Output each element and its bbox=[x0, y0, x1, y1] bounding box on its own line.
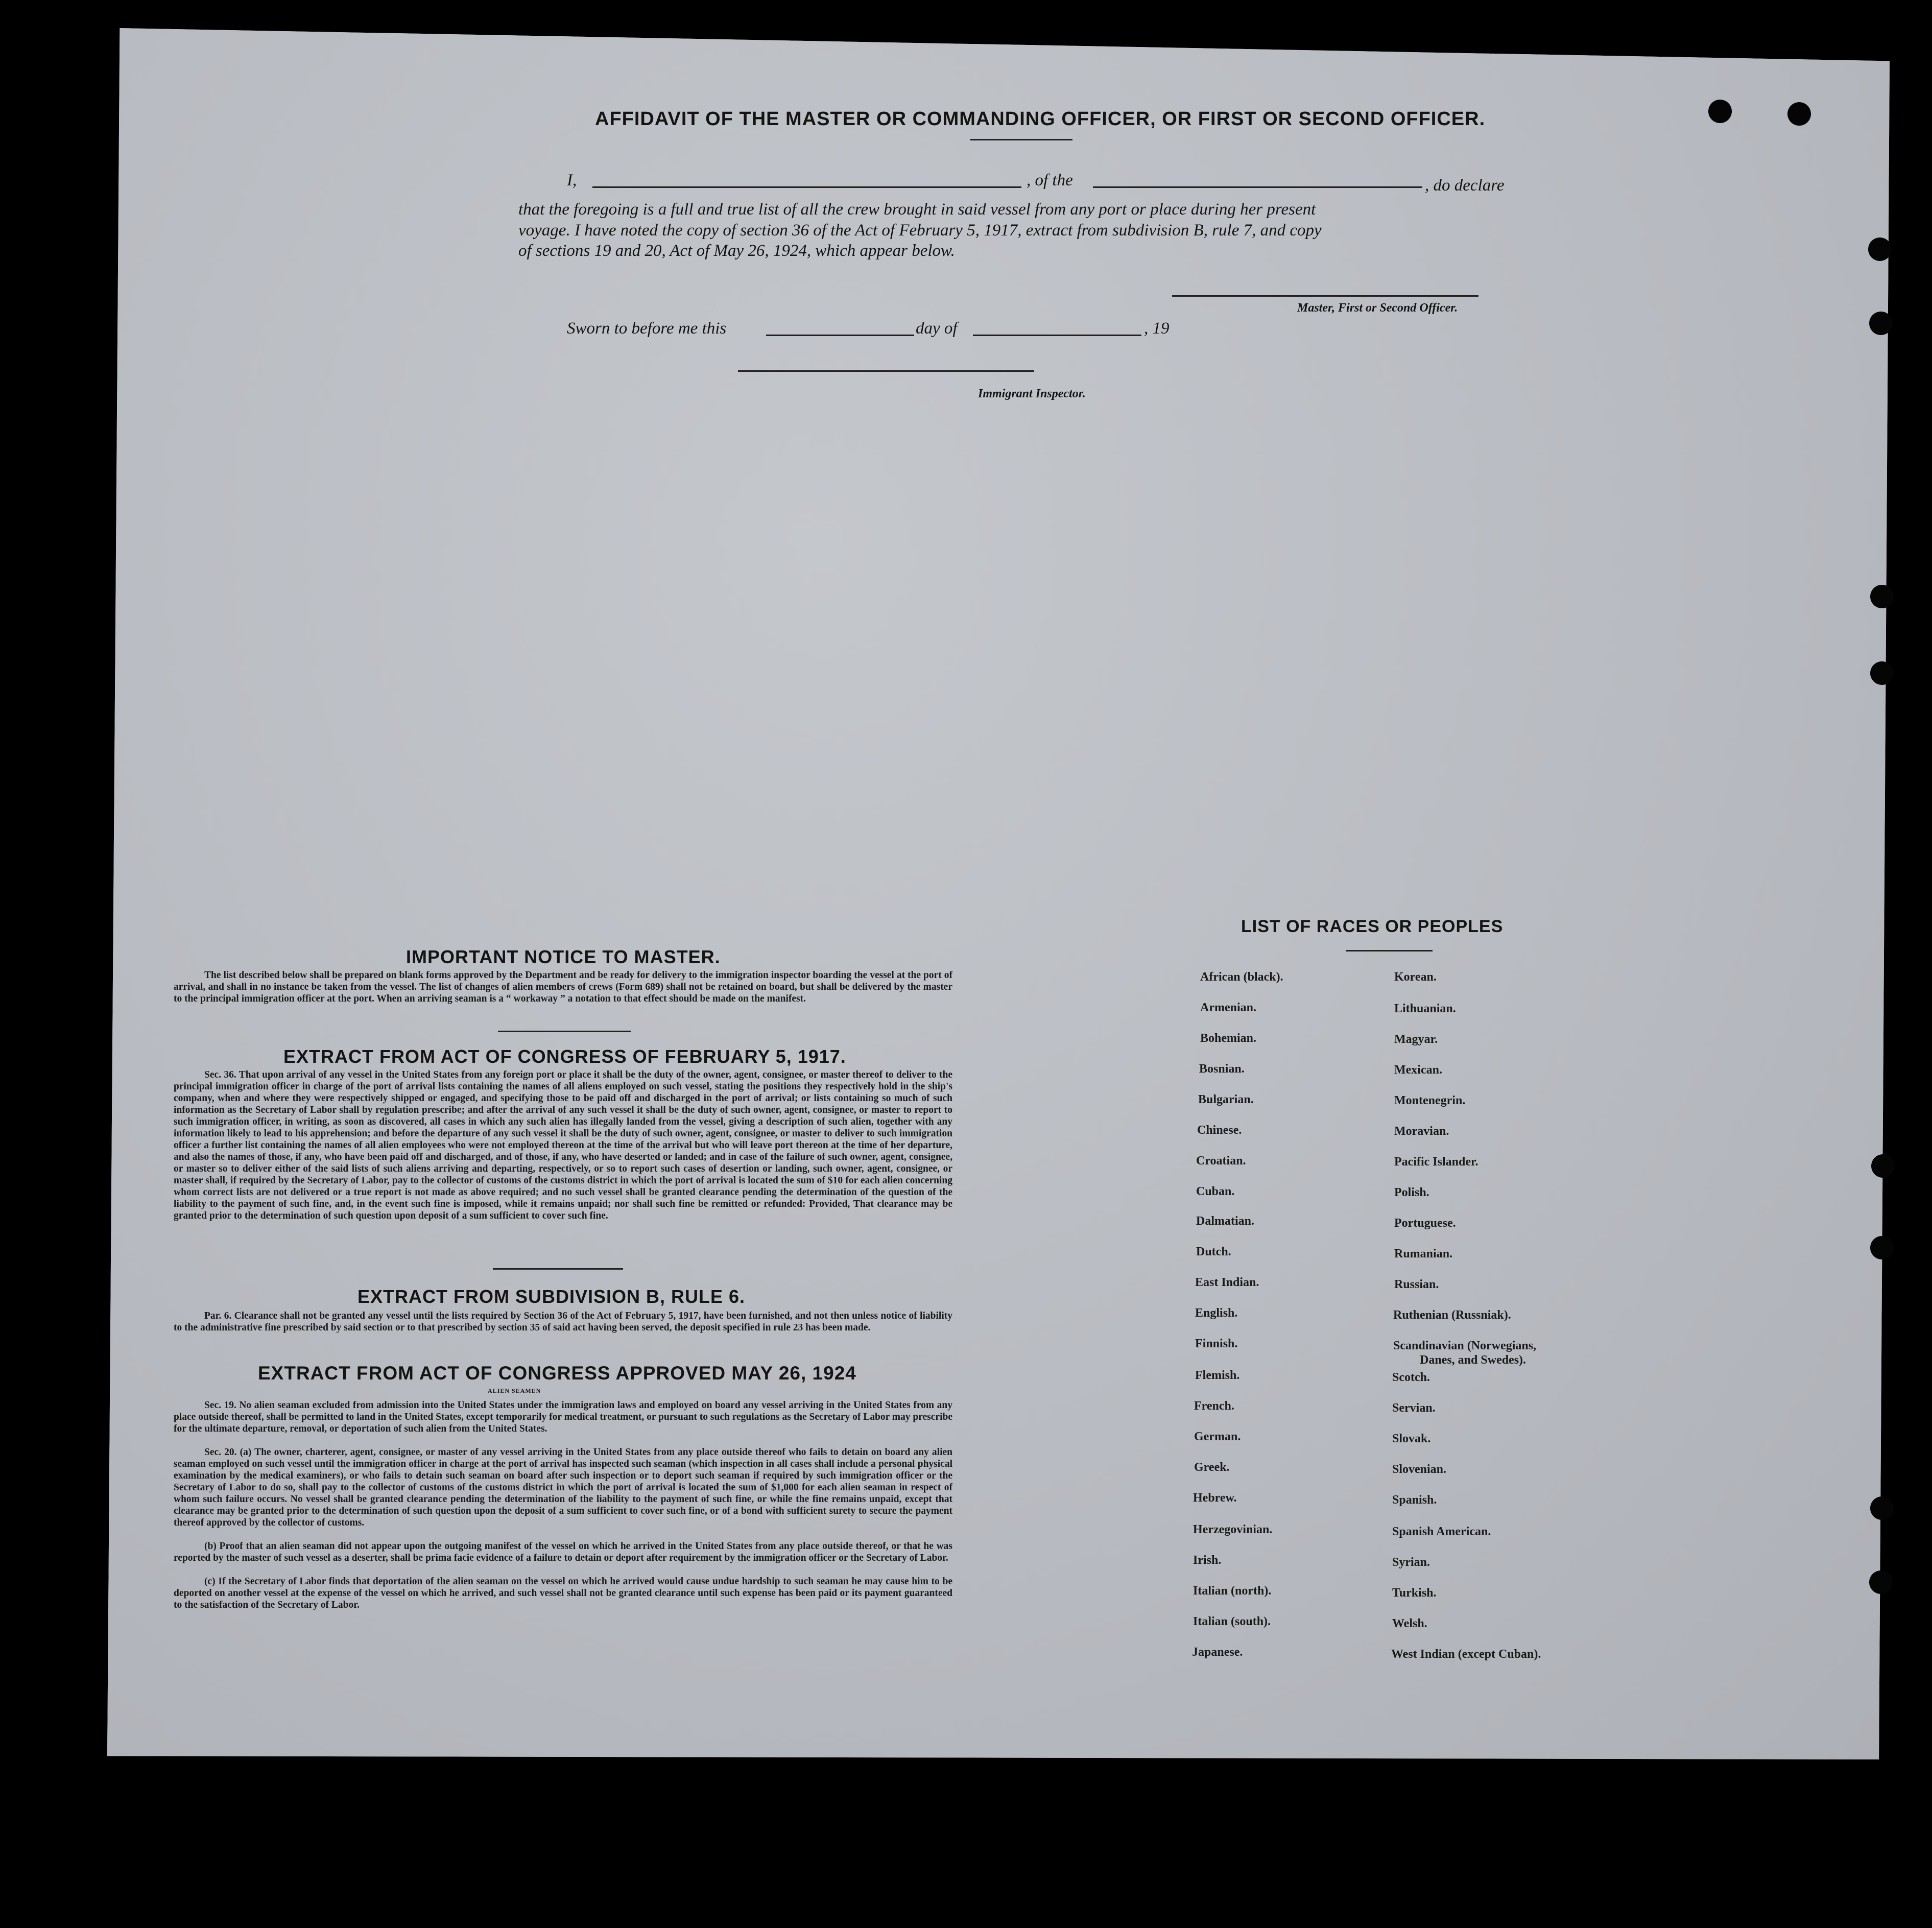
race-item: Hebrew. bbox=[1193, 1491, 1237, 1505]
race-item: East Indian. bbox=[1195, 1276, 1259, 1289]
race-item: Mexican. bbox=[1394, 1063, 1442, 1077]
race-item: Dutch. bbox=[1196, 1245, 1231, 1258]
race-item: Italian (north). bbox=[1193, 1584, 1272, 1598]
race-item: West Indian (except Cuban). bbox=[1391, 1648, 1541, 1661]
race-item: Finnish. bbox=[1195, 1337, 1238, 1350]
race-item: Spanish American. bbox=[1392, 1525, 1491, 1538]
of-the-label: , of the bbox=[1027, 171, 1073, 189]
extract-1917-text: Sec. 36. That upon arrival of any vessel in the United States from any foreign port or place it shall be the duty of the owner, agent, consignee, or master thereof to deliver to the principal immigration officer in charge of the port of arrival lists containing the names of all aliens employed on such vessel, stating the positions they respectively hold in the ship's company, when and where they were respectively shipped or engaged, and specifying those to be paid off and discharged in the port of arrival; or lists containing so much of such information as the Secretary of Labor shall by regulation prescribe; and after the arrival of any such vessel it shall be the duty of such owner, agent, consignee, or master to report to such immigration officer, in writing, as soon as discovered, all cases in which any such alien has illegally landed from the vessel, giving a description of such alien, together with any information likely to lead to his apprehension; and before the departure of any such vessel it shall be the duty of such owner, agent, consignee, or master to deliver to such immigration officer a further list containing the names of all alien employees who were not employed thereon at the time of the arrival but who will leave port thereon at the time of her departure, and also the names of those, if any, who have been paid off and discharged, and of those, if any, who have deserted or landed; and in case of the failure of such owner, agent, consignee, or master so to deliver either of the said lists of such aliens arriving and departing, respectively, or so to report such cases of desertion or landing, such owner, agent, consignee, or master shall, if required by the Secretary of Labor, pay to the collector of customs of the customs district in which the port of arrival is located the sum of $10 for each alien concerning whom correct lists are not delivered or a true report is not made as above required; and no such vessel shall be granted clearance pending the determination of the question of the liability to the payment of such fine, and, in the event such fine is imposed, while it remains unpaid; nor shall such fine be remitted or refunded: Provided, That clearance may be granted prior to the determination of such question upon deposit of a sum sufficient to cover such fine. bbox=[174, 1069, 952, 1221]
race-item: African (black). bbox=[1200, 970, 1283, 984]
race-item: Portuguese. bbox=[1394, 1217, 1456, 1230]
punch-hole bbox=[1870, 585, 1894, 608]
race-item: Greek. bbox=[1194, 1461, 1230, 1474]
race-item: Bosnian. bbox=[1199, 1062, 1245, 1076]
divider bbox=[498, 1031, 631, 1032]
race-item: Spanish. bbox=[1392, 1493, 1437, 1507]
race-item: Servian. bbox=[1392, 1401, 1436, 1415]
subdivision-b-title: EXTRACT FROM SUBDIVISION B, RULE 6. bbox=[357, 1286, 746, 1307]
name-blank[interactable] bbox=[592, 186, 1021, 188]
affidavit-body-3: of sections 19 and 20, Act of May 26, 1924, which appear below. bbox=[518, 242, 955, 260]
race-item: Ruthenian (Russniak). bbox=[1393, 1308, 1511, 1322]
race-item: Japanese. bbox=[1192, 1646, 1243, 1659]
punch-hole bbox=[1869, 312, 1893, 335]
race-item: Irish. bbox=[1193, 1554, 1222, 1567]
race-item: Korean. bbox=[1394, 970, 1437, 984]
races-title-underline bbox=[1346, 950, 1433, 951]
day-of-label: day of bbox=[916, 319, 958, 338]
declarant-line bbox=[567, 171, 577, 190]
race-item: Scotch. bbox=[1392, 1371, 1430, 1384]
punch-hole bbox=[1870, 1236, 1894, 1259]
race-item: French. bbox=[1194, 1399, 1234, 1413]
affidavit-body-1: that the foregoing is a full and true list of all the crew brought in said vessel from any port or place during her present bbox=[518, 200, 1316, 219]
race-item: English. bbox=[1195, 1306, 1238, 1320]
punch-hole bbox=[1868, 237, 1892, 261]
vessel-blank[interactable] bbox=[1093, 186, 1422, 188]
race-item: Danes, and Swedes). bbox=[1420, 1353, 1526, 1367]
race-item: Lithuanian. bbox=[1394, 1002, 1456, 1015]
extract-1924-sec19: Sec. 19. No alien seaman excluded from admission into the United States under the immigration laws and employed on board any vessel arriving in the United States from any place outside thereof, shall be permitted to land in the United States, except temporarily for medical treatment, or pursuant to such regulations as the Secretary of Labor may prescribe for the ultimate departure, removal, or deportation of such alien from the United States. bbox=[174, 1400, 952, 1434]
sworn-prefix: Sworn to before me this bbox=[567, 319, 727, 338]
race-item: Rumanian. bbox=[1394, 1247, 1453, 1260]
month-blank[interactable] bbox=[973, 335, 1141, 336]
race-item: Cuban. bbox=[1196, 1185, 1235, 1198]
races-title: LIST OF RACES OR PEOPLES bbox=[1241, 917, 1504, 936]
race-item: Bohemian. bbox=[1200, 1032, 1257, 1045]
alien-seamen-subtitle: ALIEN SEAMEN bbox=[488, 1387, 541, 1394]
master-caption: Master, First or Second Officer. bbox=[1297, 301, 1458, 315]
inspector-caption: Immigrant Inspector. bbox=[978, 387, 1086, 400]
race-item: Pacific Islander. bbox=[1394, 1155, 1478, 1169]
subdivision-b-text: Par. 6. Clearance shall not be granted any vessel until the lists required by Section 36 of the Act of February 5, 1917, have been furnished, and not then unless notice of liability to the administrative fine prescribed by said section or to that prescribed by section 35 of said act having been served, the deposit specified in rule 23 has been made. bbox=[174, 1311, 952, 1333]
race-item: Italian (south). bbox=[1193, 1615, 1271, 1628]
punch-hole bbox=[1871, 1154, 1895, 1178]
extract-1924-sec20a: Sec. 20. (a) The owner, charterer, agent, consignee, or master of any vessel arriving in the United States from any place outside thereof who fails to detain on board any alien seaman employed on such vessel until the immigration officer in charge at the port of arrival has inspected such seaman (which inspection in all cases shall include a personal physical examination by the medical examiners), or who fails to detain such seaman on board after such inspection or to deport such seaman if required by such immigration officer or the Secretary of Labor to do so, shall pay to the collector of customs of the customs district in which the port of arrival is located the sum of $1,000 for each alien seaman in respect of whom such failure occurs. No vessel shall be granted clearance pending the determination of the liability to the payment of such fine, or while the fine remains unpaid, except that clearance may be granted prior to the determination of such question upon the deposit of a sum sufficient to cover such fine, or of a bond with sufficient surety to secure the payment thereof approved by the collector of customs. bbox=[174, 1447, 952, 1528]
extract-1924-title: EXTRACT FROM ACT OF CONGRESS APPROVED MAY 26, 1924 bbox=[258, 1363, 856, 1384]
race-item: Moravian. bbox=[1394, 1125, 1449, 1138]
race-item: Syrian. bbox=[1392, 1556, 1430, 1569]
affidavit-title: AFFIDAVIT OF THE MASTER OR COMMANDING OFFICER, OR FIRST OR SECOND OFFICER. bbox=[595, 108, 1486, 130]
punch-hole bbox=[1870, 661, 1894, 685]
do-declare-label: , do declare bbox=[1425, 176, 1505, 195]
title-underline bbox=[970, 139, 1072, 140]
race-item: Turkish. bbox=[1392, 1586, 1437, 1600]
race-item: Herzegovinian. bbox=[1193, 1523, 1273, 1536]
punch-hole bbox=[1870, 1496, 1894, 1520]
race-item: Flemish. bbox=[1195, 1369, 1240, 1382]
affidavit-body-2: voyage. I have noted the copy of section 36 of the Act of February 5, 1917, extract from subdivision B, rule 7, and copy bbox=[518, 221, 1322, 240]
important-notice-title: IMPORTANT NOTICE TO MASTER. bbox=[406, 946, 721, 967]
race-item: Slovak. bbox=[1392, 1432, 1431, 1445]
race-item: Russian. bbox=[1394, 1278, 1439, 1291]
punch-hole bbox=[1869, 1570, 1893, 1594]
punch-hole bbox=[1787, 102, 1811, 126]
race-item: Polish. bbox=[1394, 1186, 1429, 1199]
day-blank[interactable] bbox=[766, 335, 914, 336]
master-signature-line[interactable] bbox=[1172, 295, 1478, 297]
inspector-signature-line[interactable] bbox=[738, 370, 1034, 372]
race-item: Chinese. bbox=[1197, 1124, 1242, 1137]
punch-hole bbox=[1708, 100, 1732, 123]
important-notice-text: The list described below shall be prepared on blank forms approved by the Department and be ready for delivery to the immigration inspector boarding the vessel at the port of arrival, and shall in no instance be taken from the vessel. The list of changes of alien members of crews (Form 689) shall not be retained on board, but shall be delivered by the master to the principal immigration officer at the port. When an arriving seaman is a “ workaway ” a notation to that effect should be made on the manifest. bbox=[174, 970, 952, 1004]
year-prefix: , 19 bbox=[1144, 319, 1170, 338]
extract-1924-sec20c: (c) If the Secretary of Labor finds that deportation of the alien seaman on the vessel on which he arrived would cause undue hardship to such seaman he may cause him to be deported on another vessel at the expense of the vessel on which he arrived, and such vessel shall not be granted clearance until such expense has been paid or its payment guaranteed to the satisfaction of the Secretary of Labor. bbox=[174, 1576, 952, 1610]
race-item: Montenegrin. bbox=[1394, 1094, 1466, 1107]
race-item: Magyar. bbox=[1394, 1033, 1438, 1046]
race-item: Welsh. bbox=[1392, 1617, 1427, 1630]
race-item: Croatian. bbox=[1196, 1154, 1246, 1168]
race-item: Slovenian. bbox=[1392, 1463, 1447, 1476]
extract-1917-title: EXTRACT FROM ACT OF CONGRESS OF FEBRUARY 5, 1917. bbox=[283, 1046, 846, 1067]
race-item: Armenian. bbox=[1200, 1001, 1256, 1014]
divider bbox=[493, 1268, 623, 1270]
race-item: Bulgarian. bbox=[1198, 1093, 1254, 1106]
race-item: Dalmatian. bbox=[1196, 1215, 1254, 1228]
race-item: Scandinavian (Norwegians, bbox=[1393, 1339, 1537, 1352]
extract-1924-sec20b: (b) Proof that an alien seaman did not appear upon the outgoing manifest of the vessel on which he arrived in the United States from any place outside thereof, or that he was reported by the master of such vessel as a deserter, shall be prima facie evidence of a failure to detain or deport after requirement by the immigration officer or the Secretary of Labor. bbox=[174, 1541, 952, 1563]
race-item: German. bbox=[1194, 1430, 1241, 1443]
i-prefix: I, bbox=[567, 171, 577, 189]
